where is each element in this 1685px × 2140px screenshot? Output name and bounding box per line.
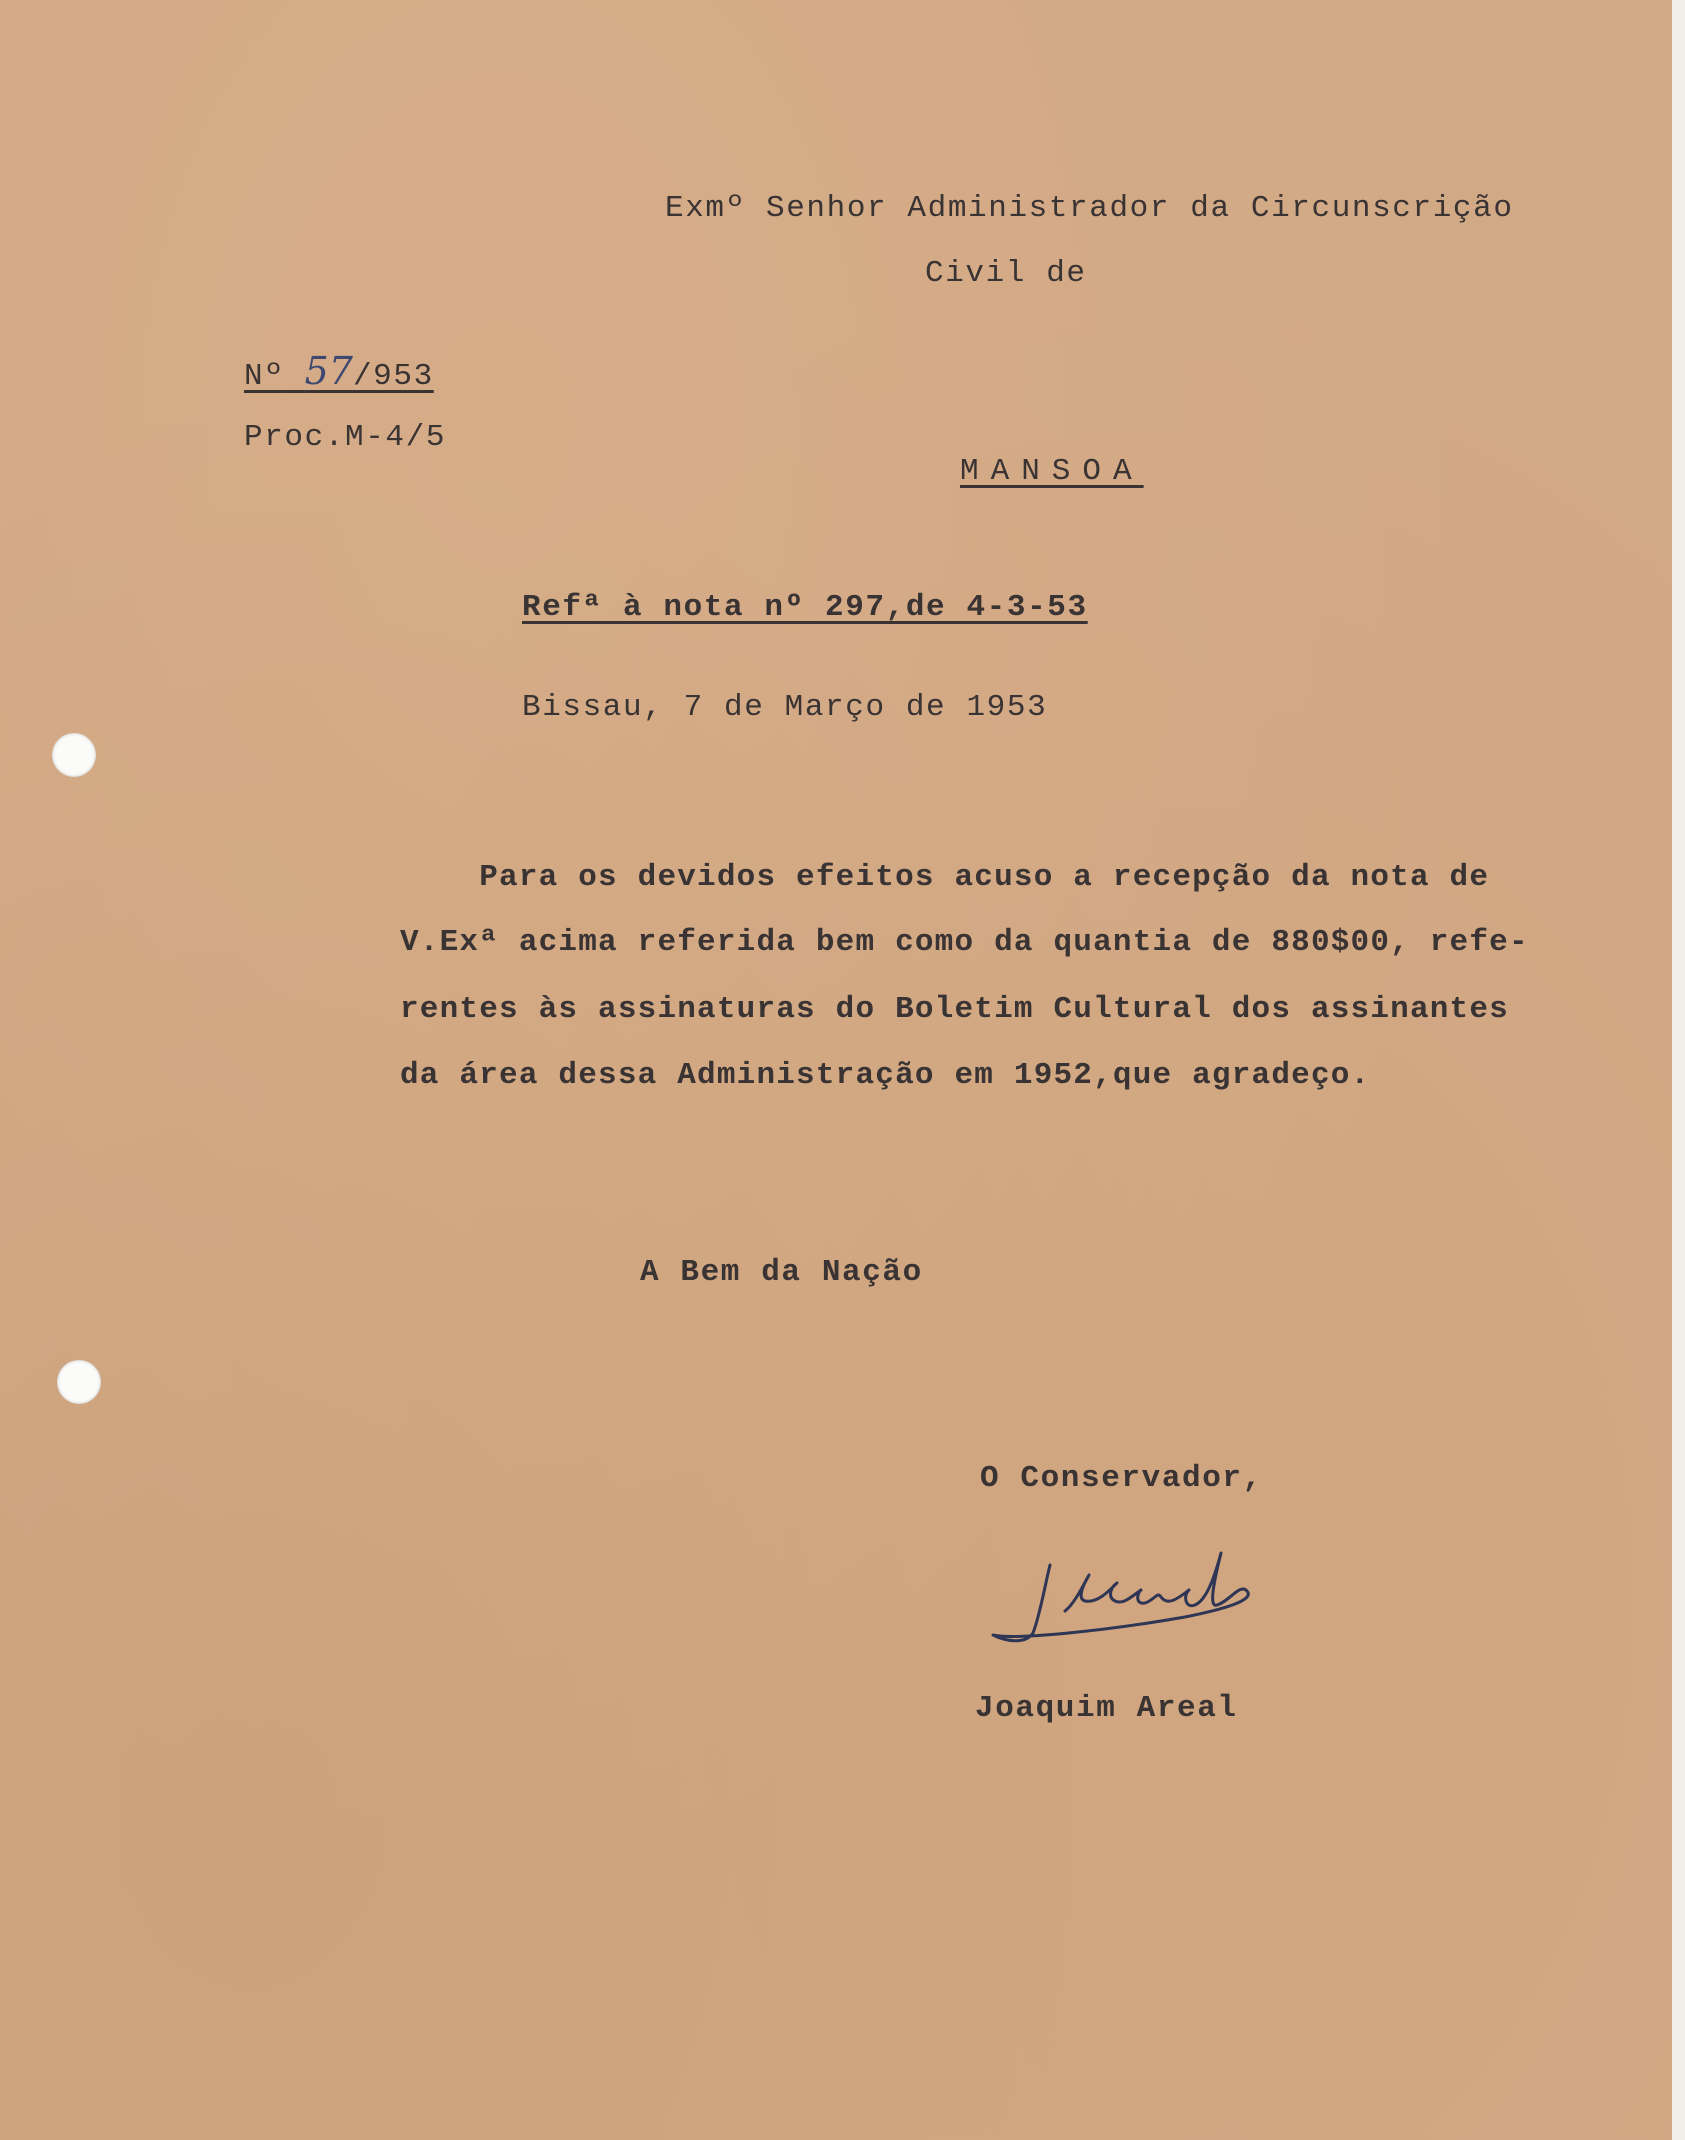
signatory-title: O Conservador, — [980, 1461, 1263, 1496]
handwritten-signature — [985, 1545, 1285, 1660]
page-edge — [1672, 0, 1685, 2140]
place-and-date: Bissau, 7 de Março de 1953 — [522, 690, 1048, 725]
addressee-line-2: Civil de — [925, 256, 1087, 291]
body-line: V.Exª acima referida bem como da quantia de 880$00, refe- — [400, 925, 1529, 960]
destination-place: MANSOA — [960, 454, 1144, 489]
addressee-line-1: Exmº Senhor Administrador da Circunscrição — [665, 191, 1514, 226]
number-prefix: Nº — [244, 359, 285, 394]
signatory-name: Joaquim Areal — [975, 1691, 1238, 1726]
document-number — [244, 349, 434, 394]
punch-hole-top — [52, 733, 96, 777]
number-suffix: /953 — [352, 359, 434, 394]
punch-hole-bottom — [57, 1360, 101, 1404]
closing-formula: A Bem da Nação — [640, 1255, 923, 1290]
body-line: Para os devidos efeitos acuso a recepção da nota de — [400, 860, 1490, 895]
handwritten-number: 57 — [304, 349, 353, 393]
body-line: rentes às assinaturas do Boletim Cultural dos assinantes — [400, 992, 1509, 1027]
body-line: da área dessa Administração em 1952,que agradeço. — [400, 1058, 1371, 1093]
process-reference: Proc.M-4/5 — [244, 420, 447, 455]
note-reference: Refª à nota nº 297,de 4-3-53 — [522, 590, 1088, 625]
